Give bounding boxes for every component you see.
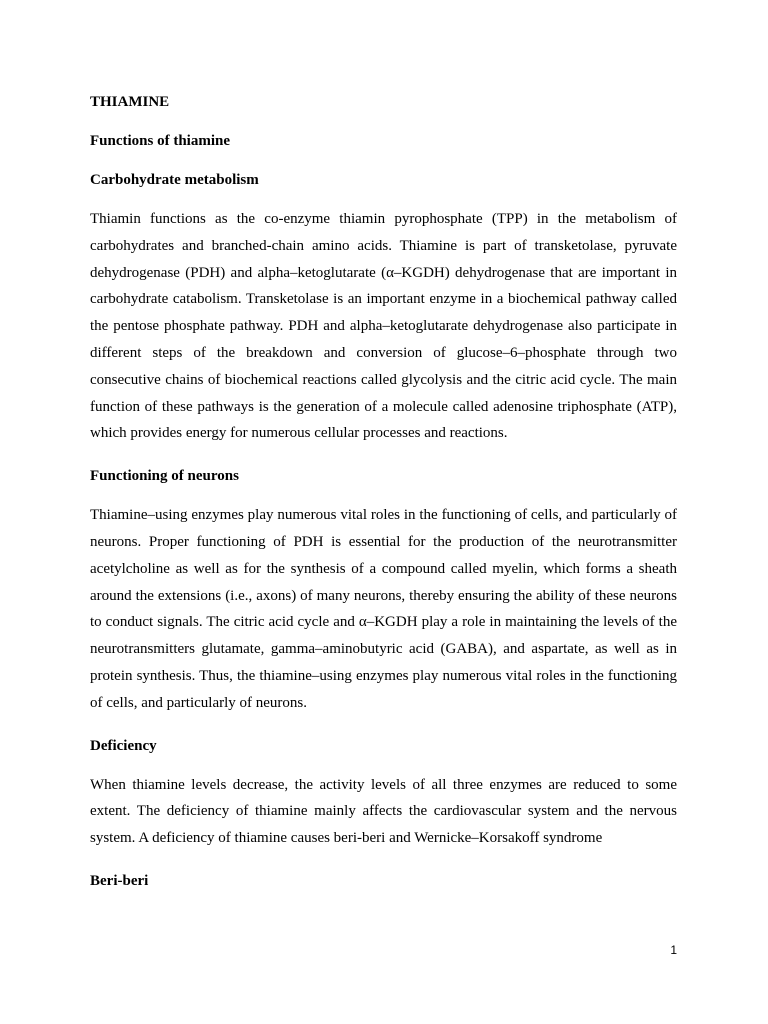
section-heading-carbohydrate-metabolism: Carbohydrate metabolism bbox=[90, 172, 259, 188]
page-number: 1 bbox=[670, 943, 677, 957]
section-heading-functioning-of-neurons: Functioning of neurons bbox=[90, 468, 239, 485]
document-title: THIAMINE bbox=[90, 94, 170, 110]
section-heading-deficiency: Deficiency bbox=[90, 737, 157, 754]
section-heading-functions: Functions of thiamine bbox=[90, 133, 231, 149]
paragraph-carbohydrate-metabolism: Thiamin functions as the co-enzyme thiamin pyrophosphate (TPP) in the metabolism of carbohydrates and branched-chain amino acids. Thiamine is part of transketolase, pyruvate dehydrogenase (PDH) and alpha–ketoglutarate (α–KGDH) dehydrogenase that are important in carbohydrate catabolism. Transketolase is an important enzyme in a biochemical pathway called the pentose phosphate pathway. PDH and alpha–ketoglutarate dehydrogenase also participate in different steps of the breakdown and conversion of glucose–6–phosphate through two consecutive chains of biochemical reactions called glycolysis and the citric acid cycle. The main function of these pathways is the generation of a molecule called adenosine triphosphate (ATP), which provides energy for numerous cellular processes and reactions. bbox=[90, 211, 677, 442]
paragraph-functioning-of-neurons: Thiamine–using enzymes play numerous vital roles in the functioning of cells, and particularly of neurons. Proper functioning of PDH is essential for the production of the neurotransmitter acetylcholine as well as for the synthesis of a compound called myelin, which forms a sheath around the extensions (i.e., axons) of many neurons, thereby ensuring the ability of these neurons to conduct signals. The citric acid cycle and α–KGDH play a role in maintaining the levels of the neurotransmitters glutamate, gamma–aminobutyric acid (GABA), and aspartate, as well as in protein synthesis. Thus, the thiamine–using enzymes play numerous vital roles in the functioning of cells, and particularly of neurons. bbox=[90, 507, 677, 711]
section-heading-beri-beri: Beri-beri bbox=[90, 872, 149, 889]
paragraph-deficiency: When thiamine levels decrease, the activity levels of all three enzymes are reduced to some extent. The deficiency of thiamine mainly affects the cardiovascular system and the nervous system. A deficiency of thiamine causes beri-beri and Wernicke–Korsakoff syndrome bbox=[90, 776, 677, 847]
document-page bbox=[90, 92, 677, 910]
